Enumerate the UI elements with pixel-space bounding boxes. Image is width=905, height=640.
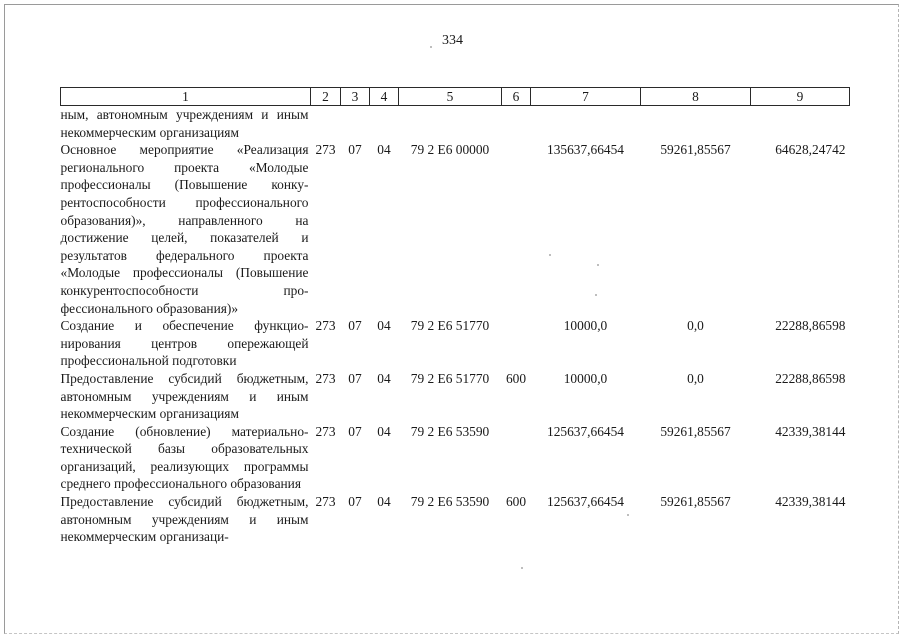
- cell-ministry-code: 273: [315, 423, 336, 439]
- cell-section: 07: [348, 423, 362, 439]
- table-row: [61, 106, 850, 142]
- table-row: [61, 493, 850, 546]
- header-row: [61, 88, 850, 106]
- scan-speck: [549, 254, 551, 256]
- table-row: [61, 370, 850, 423]
- cell-amount-3: 22288,86598: [775, 370, 846, 386]
- scan-speck: [627, 514, 629, 516]
- column-header-9: 9: [751, 88, 850, 106]
- row-description: Создание (обновление) материальнотехнической базы образовательных организаций, реализующих программы среднего профессионального образования: [60, 423, 309, 492]
- cell-amount-3: 22288,86598: [775, 318, 846, 334]
- cell-section: [341, 106, 370, 142]
- cell-amount-1: 10000,0: [563, 370, 608, 386]
- cell-amount-3: [751, 106, 850, 142]
- cell-section: 07: [348, 494, 362, 510]
- row-description: Создание и обеспечение функционирования центров опережающей профессиональной подготовки: [60, 318, 309, 369]
- cell-expense-type: 600: [505, 494, 527, 510]
- table-row: [61, 423, 850, 493]
- cell-target-article: 79 2 Е6 53590: [410, 423, 490, 439]
- cell-amount-1: 125637,66454: [547, 494, 624, 510]
- cell-subsection: 04: [377, 494, 391, 510]
- cell-amount-2: 59261,85567: [660, 142, 731, 158]
- cell-target-article: 79 2 Е6 51770: [410, 370, 490, 386]
- scan-speck: [597, 264, 599, 266]
- cell-subsection: 04: [377, 142, 391, 158]
- column-header-5: 5: [399, 88, 502, 106]
- cell-target-article: [399, 106, 502, 142]
- cell-section: 07: [348, 142, 362, 158]
- cell-subsection: [370, 106, 399, 142]
- cell-amount-3: 64628,24742: [775, 142, 846, 158]
- column-header-8: 8: [641, 88, 751, 106]
- row-description: Предоставление субсидий бюджетным, автономным учреждениям и иным некоммерческим организациям: [60, 370, 309, 422]
- cell-ministry-code: 273: [315, 142, 336, 158]
- cell-target-article: 79 2 Е6 00000: [410, 142, 490, 158]
- scan-speck: [521, 567, 523, 569]
- column-header-1: 1: [61, 88, 311, 106]
- cell-section: 07: [348, 318, 362, 334]
- cell-expense-type: [502, 106, 531, 142]
- cell-ministry-code: 273: [315, 318, 336, 334]
- cell-amount-1: 10000,0: [563, 318, 608, 334]
- column-header-3: 3: [341, 88, 370, 106]
- table-body: [61, 106, 850, 546]
- cell-amount-1: 125637,66454: [547, 423, 624, 439]
- scan-speck: [595, 294, 597, 296]
- row-description: Предоставление субсидий бюджетным, автономным учреждениям и иным некоммерческим организаци-: [60, 494, 309, 545]
- cell-subsection: 04: [377, 318, 391, 334]
- cell-ministry-code: 273: [315, 370, 336, 386]
- cell-target-article: 79 2 Е6 51770: [410, 318, 490, 334]
- cell-section: 07: [348, 370, 362, 386]
- cell-expense-type: [502, 423, 531, 493]
- table-row: [61, 317, 850, 370]
- cell-subsection: 04: [377, 423, 391, 439]
- cell-amount-2: 59261,85567: [660, 494, 731, 510]
- row-description: ным, автономным учреждениям и иным некоммерческим организациям: [60, 107, 309, 140]
- table-row: [61, 141, 850, 317]
- cell-subsection: 04: [377, 370, 391, 386]
- cell-amount-2: [641, 106, 751, 142]
- cell-amount-1: 135637,66454: [547, 142, 624, 158]
- cell-ministry-code: 273: [315, 494, 336, 510]
- row-description: Основное мероприятие «Реализация регионального проекта «Молодые профессионалы (Повышение конкурентоспособности профессионального образования)», направленного на достижение целей, показателей и результатов федерального проекта «Молодые профессионалы (Повышение конкурентоспособности профессионального образования)»: [60, 142, 309, 316]
- column-header-6: 6: [502, 88, 531, 106]
- cell-amount-3: 42339,38144: [775, 423, 846, 439]
- column-header-4: 4: [370, 88, 399, 106]
- cell-expense-type: [502, 141, 531, 317]
- cell-expense-type: [502, 317, 531, 370]
- cell-ministry-code: [311, 106, 341, 142]
- column-header-7: 7: [531, 88, 641, 106]
- budget-table: [60, 87, 850, 546]
- table-header: [61, 88, 850, 106]
- page-number: 334: [442, 33, 463, 48]
- cell-amount-3: 42339,38144: [775, 494, 846, 510]
- scan-speck: [430, 46, 432, 48]
- cell-amount-2: 59261,85567: [660, 423, 731, 439]
- cell-amount-2: 0,0: [687, 318, 704, 334]
- cell-expense-type: 600: [505, 370, 527, 386]
- cell-amount-1: [531, 106, 641, 142]
- cell-target-article: 79 2 Е6 53590: [410, 494, 490, 510]
- cell-amount-2: 0,0: [687, 370, 704, 386]
- column-header-2: 2: [311, 88, 341, 106]
